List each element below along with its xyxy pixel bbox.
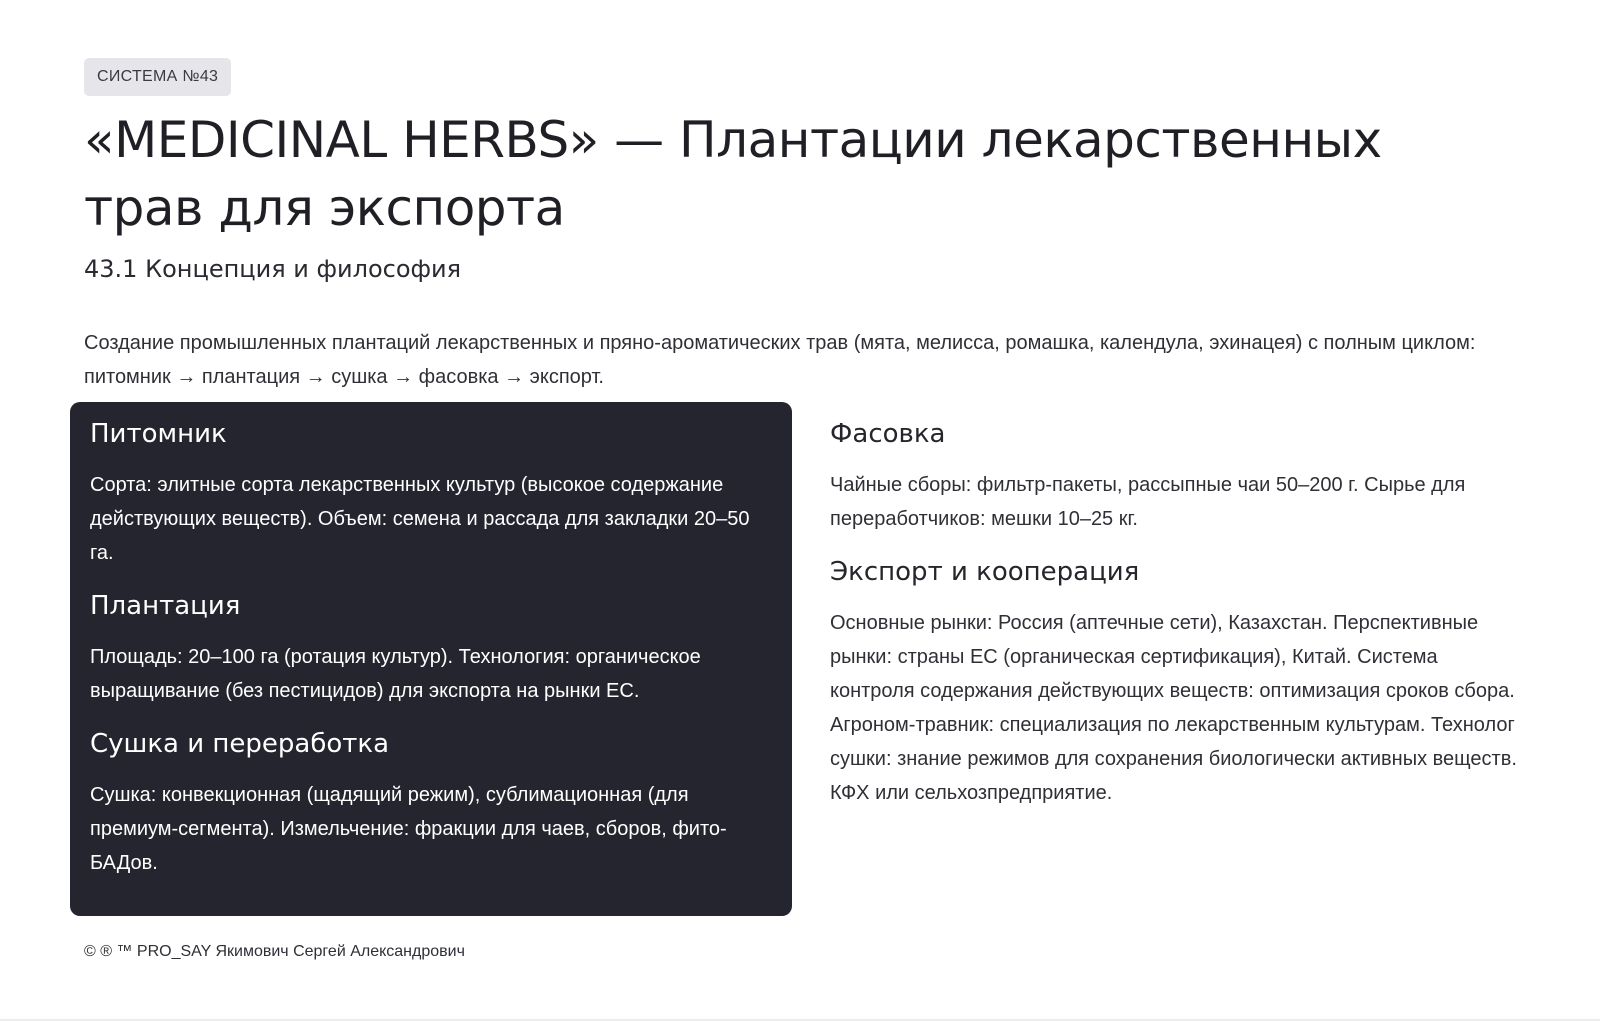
system-badge: СИСТЕМА №43 (84, 58, 231, 96)
section-title: Фасовка (830, 419, 946, 449)
dark-card (70, 402, 792, 916)
section-text: Основные рынки: Россия (аптечные сети), Казахстан. Перспективные рынки: страны ЕС (органическая сертификация), Китай. Система контроля содержания действующих веществ: оптимизация сроков сбора. Агроном-травник: специализация по лекарственным культурам. Технолог сушки: знание режимов для сохранения биологически активных веществ. КФХ или сельхозпредприятие. (830, 612, 1517, 804)
section-text: Площадь: 20–100 га (ротация культур). Технология: органическое выращивание (без пестицидов) для экспорта на рынки ЕС. (90, 646, 701, 702)
section-title: Экспорт и кооперация (830, 557, 1140, 587)
section-text: Чайные сборы: фильтр-пакеты, рассыпные чаи 50–200 г. Сырье для переработчиков: мешки 10–25 кг. (830, 474, 1466, 530)
section-export (830, 554, 1520, 810)
footer-copyright: © ® ™ PRO_SAY Якимович Сергей Александрович (84, 943, 465, 960)
content-columns (70, 402, 1540, 916)
section-title: Плантация (90, 591, 241, 621)
right-column (830, 402, 1520, 810)
page-title: «MEDICINAL HERBS» — Плантации лекарственных трав для экспорта (84, 111, 1382, 237)
page-subtitle: 43.1 Концепция и философия (84, 255, 462, 283)
section-plantation (90, 588, 772, 708)
intro-paragraph: Создание промышленных плантаций лекарственных и пряно-ароматических трав (мята, мелисса, ромашка, календула, эхинацея) с полным циклом: питомник → плантация → сушка → фасовка → экспорт. (84, 332, 1476, 388)
section-packaging (830, 416, 1520, 536)
section-drying (90, 726, 772, 880)
section-text: Сорта: элитные сорта лекарственных культур (высокое содержание действующих веществ). Объем: семена и рассада для закладки 20–50 га. (90, 474, 750, 564)
section-title: Сушка и переработка (90, 729, 390, 759)
section-title: Питомник (90, 419, 227, 449)
section-nursery (90, 416, 772, 570)
page-header (84, 58, 1516, 394)
section-text: Сушка: конвекционная (щадящий режим), сублимационная (для премиум-сегмента). Измельчение: фракции для чаев, сборов, фито-БАДов. (90, 784, 727, 874)
